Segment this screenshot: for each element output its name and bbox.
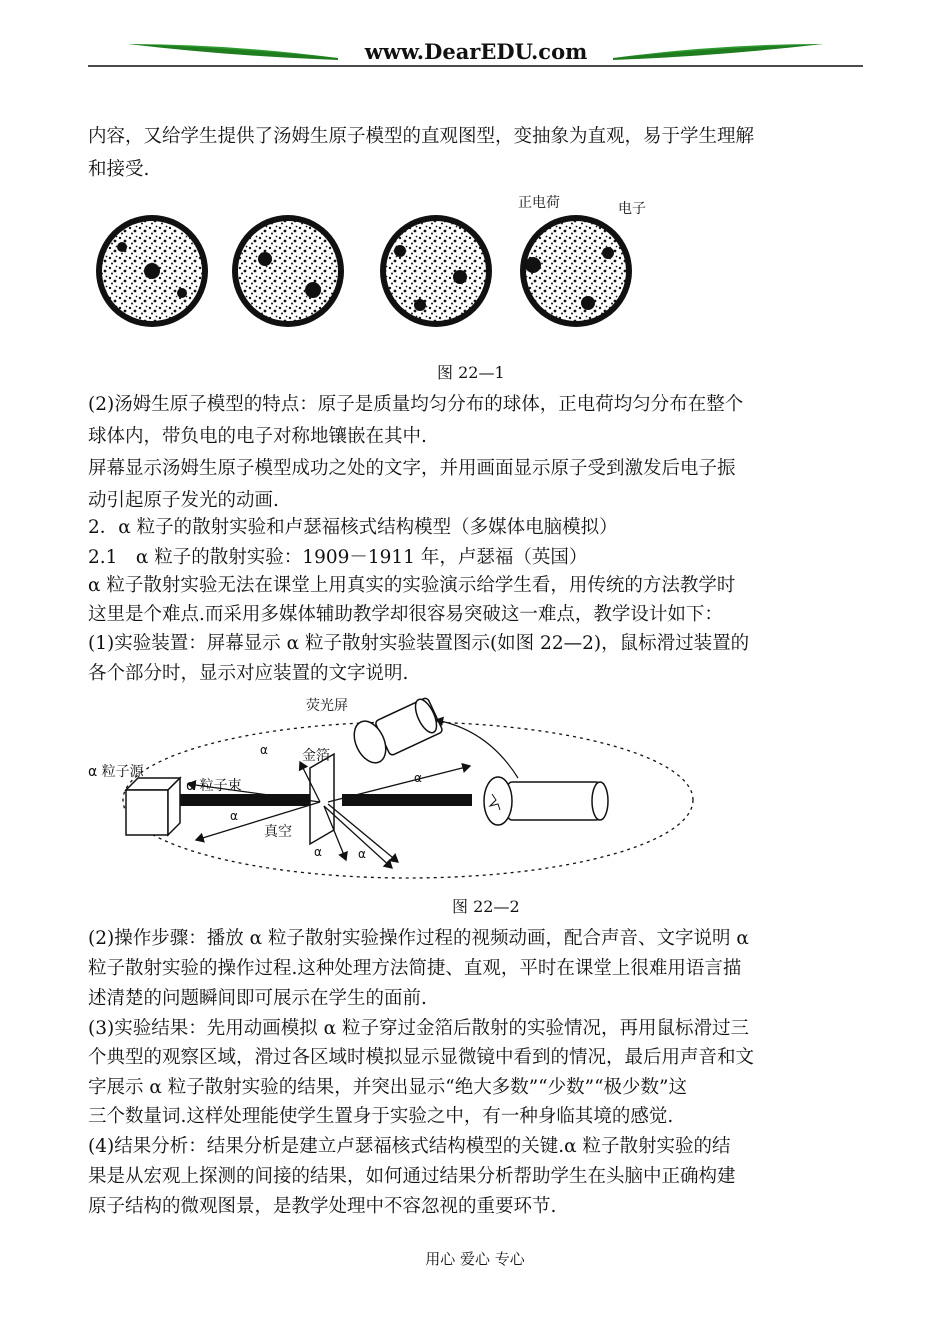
text-line: 屏幕显示汤姆生原子模型成功之处的文字，并用画面显示原子受到激发后电子振 [88,458,736,479]
label-alpha: α [260,743,268,757]
text-line: 果是从宏观上探测的间接的结果，如何通过结果分析帮助学生在头脑中正确构建 [88,1166,736,1187]
text-line: 粒子散射实验的操作过程.这种处理方法简捷、直观，平时在课堂上很难用语言描 [88,958,742,979]
alpha-scattering-figure [88,690,788,890]
text-line: 三个数量词.这样处理能使学生置身于实验之中，有一种身临其境的感觉. [88,1106,674,1127]
figure-22-1-caption: 图 22—1 [437,363,505,382]
atom-3 [380,215,492,327]
text-line: 个典型的观察区域，滑过各区域时模拟显示显微镜中看到的情况，最后用声音和文 [88,1047,755,1068]
figure-22-2-caption: 图 22—2 [452,897,520,916]
text-line: 动引起原子发光的动画. [88,490,279,511]
alpha-beam [180,794,310,806]
text-line: 球体内，带负电的电子对称地镶嵌在其中. [88,426,427,447]
text-line: α 粒子散射实验无法在课堂上用真实的实验演示给学生看，用传统的方法教学时 [88,575,736,596]
intro-line-1: 内容，又给学生提供了汤姆生原子模型的直观图型，变抽象为直观，易于学生理解 [88,126,755,147]
site-header-banner [88,30,863,70]
atom-1 [96,215,208,327]
intro-line-2: 和接受. [88,159,150,180]
label-positive-charge: 正电荷 [518,195,560,211]
microscope [484,777,608,825]
text-line: (1)实验装置：屏幕显示 α 粒子散射实验装置图示(如图 22—2)，鼠标滑过装置的 [88,633,750,654]
label-gold-foil: 金箔 [302,748,330,764]
thomson-model-figure [88,185,668,365]
label-alpha: α [414,771,422,785]
atom-4 [520,215,632,327]
text-line: 述清楚的问题瞬间即可展示在学生的面前. [88,988,427,1009]
text-line: 字展示 α 粒子散射实验的结果，并突出显示“绝大多数”“少数”“极少数”这 [88,1077,688,1098]
label-electron: 电子 [618,201,646,217]
label-alpha-beam: α 粒子束 [186,778,242,794]
atom-2 [232,215,344,327]
label-alpha: α [358,847,366,861]
text-line: 原子结构的微观图景，是教学处理中不容忽视的重要环节. [88,1196,557,1217]
text-line: (3)实验结果：先用动画模拟 α 粒子穿过金箔后散射的实验情况，再用鼠标滑过三 [88,1018,749,1039]
label-alpha-source: α 粒子源 [88,764,144,780]
fluorescent-screen [348,696,443,768]
text-line: (2)操作步骤：播放 α 粒子散射实验操作过程的视频动画，配合声音、文字说明 α [88,928,749,949]
text-line: 2．α 粒子的散射实验和卢瑟福核式结构模型（多媒体电脑模拟） [88,517,618,538]
text-line: 这里是个难点.而采用多媒体辅助教学却很容易突破这一难点，教学设计如下： [88,604,723,625]
alpha-source-box [126,778,180,835]
label-alpha: α [314,845,322,859]
label-alpha: α [230,809,238,823]
label-vacuum: 真空 [264,824,292,840]
text-line: (4)结果分析：结果分析是建立卢瑟福核式结构模型的关键.α 粒子散射实验的结 [88,1136,731,1157]
text-line: 各个部分时，显示对应装置的文字说明. [88,663,409,684]
gold-foil [310,754,334,844]
text-line: (2)汤姆生原子模型的特点：原子是质量均匀分布的球体，正电荷均匀分布在整个 [88,394,744,415]
site-title: www.DearEDU.com [364,39,588,64]
label-fluorescent-screen: 荧光屏 [306,698,348,714]
page-footer: 用心 爱心 专心 [425,1250,525,1268]
text-line: 2.1 α 粒子的散射实验：1909－1911 年，卢瑟福（英国） [88,547,588,568]
